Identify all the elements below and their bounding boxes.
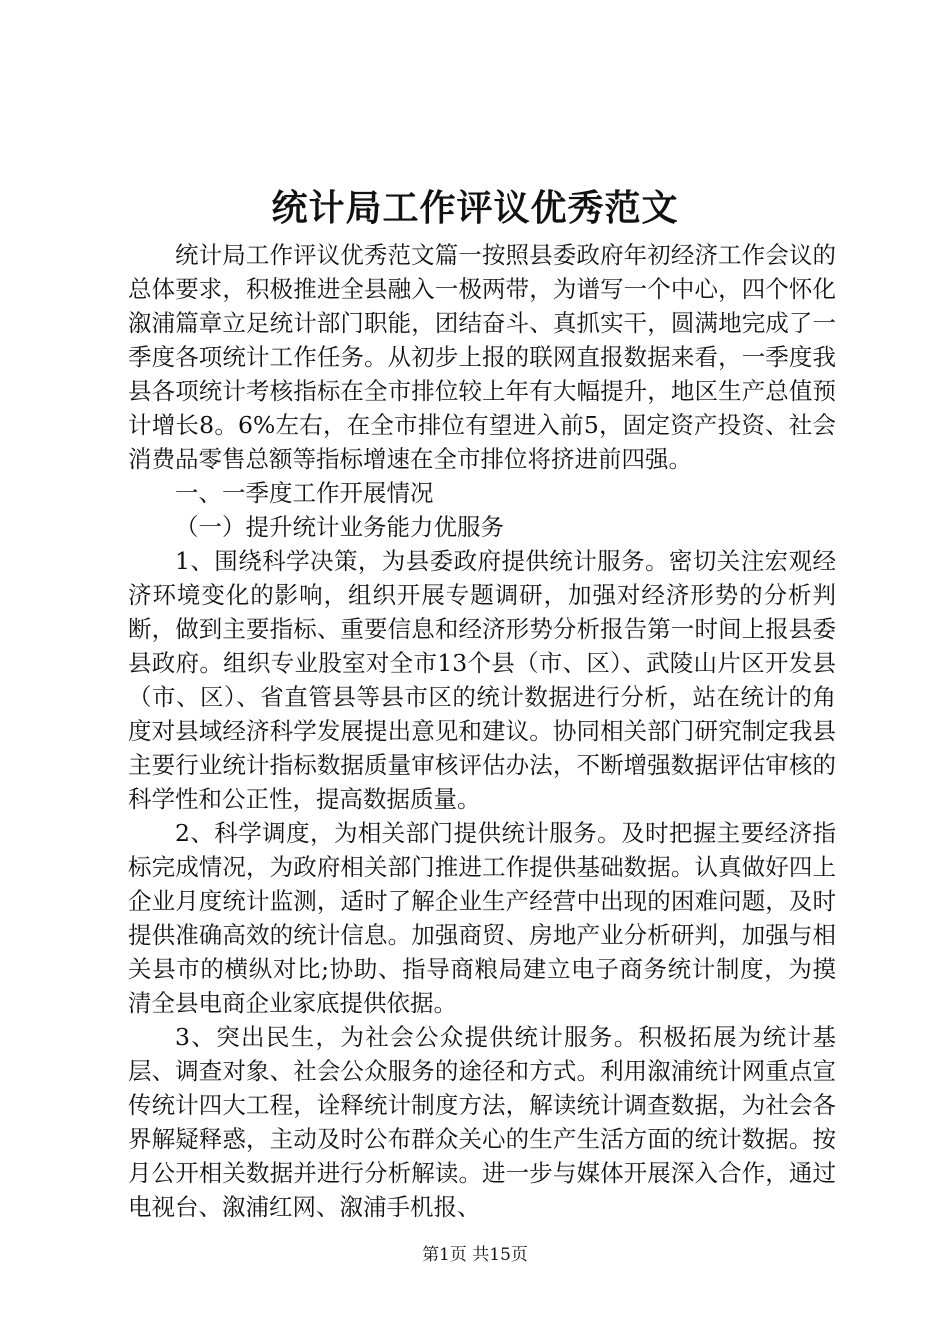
paragraph-item-2: 2、科学调度，为相关部门提供统计服务。及时把握主要经济指标完成情况，为政府相关部门推进工作提供基础数据。认真做好四上企业月度统计监测，适时了解企业生产经营中出现的困难问题，及时提供准确高效的统计信息。加强商贸、房地产业分析研判，加强与相关县市的横纵对比;协助、指导商粮局建立电子商务统计制度，为摸清全县电商企业家底提供依据。 [128,819,836,1017]
paragraph-intro: 统计局工作评议优秀范文篇一按照县委政府年初经济工作会议的总体要求，积极推进全县融入一极两带，为谱写一个中心，四个怀化溆浦篇章立足统计部门职能，团结奋斗、真抓实干，圆满地完成了一季度各项统计工作任务。从初步上报的联网直报数据来看，一季度我县各项统计考核指标在全市排位较上年有大幅提升，地区生产总值预计增长8。6%左右，在全市排位有望进入前5，固定资产投资、社会消费品零售总额等指标增速在全市排位将挤进前四强。 [128,241,836,473]
paragraph-item-1: 1、围绕科学决策，为县委政府提供统计服务。密切关注宏观经济环境变化的影响，组织开展专题调研，加强对经济形势的分析判断，做到主要指标、重要信息和经济形势分析报告第一时间上报县委县政府。组织专业股室对全市13个县（市、区）、武陵山片区开发县（市、区）、省直管县等县市区的统计数据进行分析，站在统计的角度对县域经济科学发展提出意见和建议。协同相关部门研究制定我县主要行业统计指标数据质量审核评估办法，不断增强数据评估审核的科学性和公正性，提高数据质量。 [128,547,836,813]
paragraph-item-3: 3、突出民生，为社会公众提供统计服务。积极拓展为统计基层、调查对象、社会公众服务的途径和方式。利用溆浦统计网重点宣传统计四大工程，诠释统计制度方法，解读统计调查数据，为社会各界解疑释惑，主动及时公布群众关心的生产生活方面的统计数据。按月公开相关数据并进行分析解读。进一步与媒体开展深入合作，通过电视台、溆浦红网、溆浦手机报、 [128,1023,836,1221]
section-heading: 一、一季度工作开展情况 [175,479,434,507]
document-title: 统计局工作评议优秀范文 [271,187,679,229]
page-number-footer: 第1页 共15页 [422,1245,528,1265]
subsection-heading: （一）提升统计业务能力优服务 [175,513,504,541]
document-body [128,238,836,1224]
